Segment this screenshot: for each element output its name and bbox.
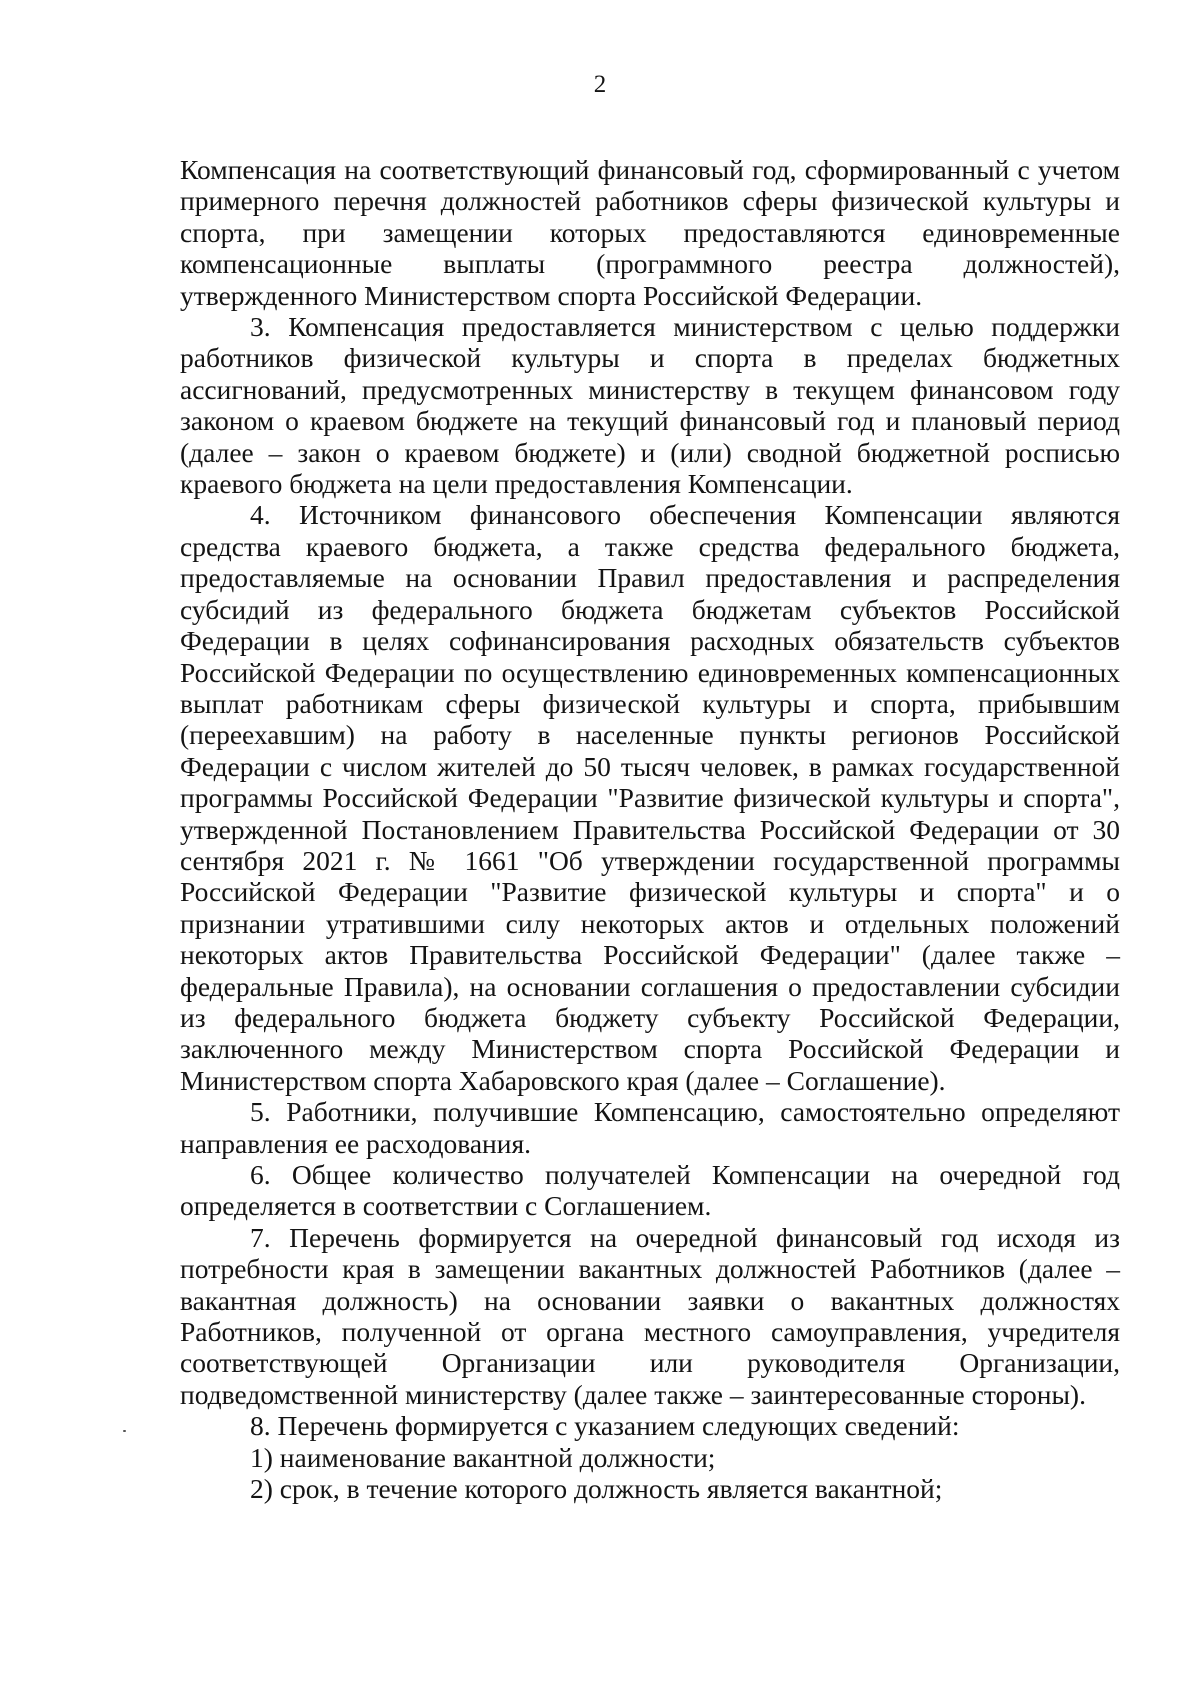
document-body [180, 154, 1120, 1504]
paragraph-item-8: 8. Перечень формируется с указанием следующих сведений: [250, 1410, 960, 1442]
list-item-1: 1) наименование вакантной должности; [250, 1441, 716, 1473]
paragraph-item-5: 5. Работники, получившие Компенсацию, самостоятельно определяют направления ее расходования. [180, 1096, 1120, 1159]
scan-artifact [123, 1430, 126, 1432]
paragraph-continuation: Компенсация на соответствующий финансовый год, сформированный с учетом примерного перечня должностей работников сферы физической культуры и спорта, при замещении которых предоставляются единовременные компенсационные выплаты (программного реестра должностей), утвержденного Министерством спорта Российской Федерации. [180, 154, 1120, 311]
paragraph-item-3: 3. Компенсация предоставляется министерством с целью поддержки работников физической культуры и спорта в пределах бюджетных ассигнований, предусмотренных министерству в текущем финансовом году законом о краевом бюджете на текущий финансовый год и плановый период (далее – закон о краевом бюджете) и (или) сводной бюджетной росписью краевого бюджета на цели предоставления Компенсации. [180, 311, 1120, 500]
page-number: 2 [593, 71, 607, 98]
paragraph-item-7: 7. Перечень формируется на очередной финансовый год исходя из потребности края в замещении вакантных должностей Работников (далее – вакантная должность) на основании заявки о вакантных должностях Работников, полученной от органа местного самоуправления, учредителя соответствующей Организации или руководителя Организации, подведомственной министерству (далее также – заинтересованные стороны). [180, 1221, 1120, 1410]
paragraph-item-6: 6. Общее количество получателей Компенсации на очередной год определяется в соответствии с Соглашением. [180, 1159, 1120, 1222]
paragraph-item-4: 4. Источником финансового обеспечения Компенсации являются средства краевого бюджета, а также средства федерального бюджета, предоставляемые на основании Правил предоставления и распределения субсидий из федерального бюджета бюджетам субъектов Российской Федерации в целях софинансирования расходных обязательств субъектов Российской Федерации по осуществлению единовременных компенсационных выплат работникам сферы физической культуры и спорта, прибывшим (переехавшим) на работу в населенные пункты регионов Российской Федерации с числом жителей до 50 тысяч человек, в рамках государственной программы Российской Федерации "Развитие физической культуры и спорта", утвержденной Постановлением Правительства Российской Федерации от 30 сентября 2021 г. № 1661 "Об утверждении государственной программы Российской Федерации "Развитие физической культуры и спорта" и о признании утратившими силу некоторых актов и отдельных положений некоторых актов Правительства Российской Федерации" (далее также – федеральные Правила), на основании соглашения о предоставлении субсидии из федерального бюджета бюджету субъекту Российской Федерации, заключенного между Министерством спорта Российской Федерации и Министерством спорта Хабаровского края (далее – Соглашение). [180, 499, 1120, 1096]
list-item-2: 2) срок, в течение которого должность является вакантной; [250, 1473, 943, 1505]
